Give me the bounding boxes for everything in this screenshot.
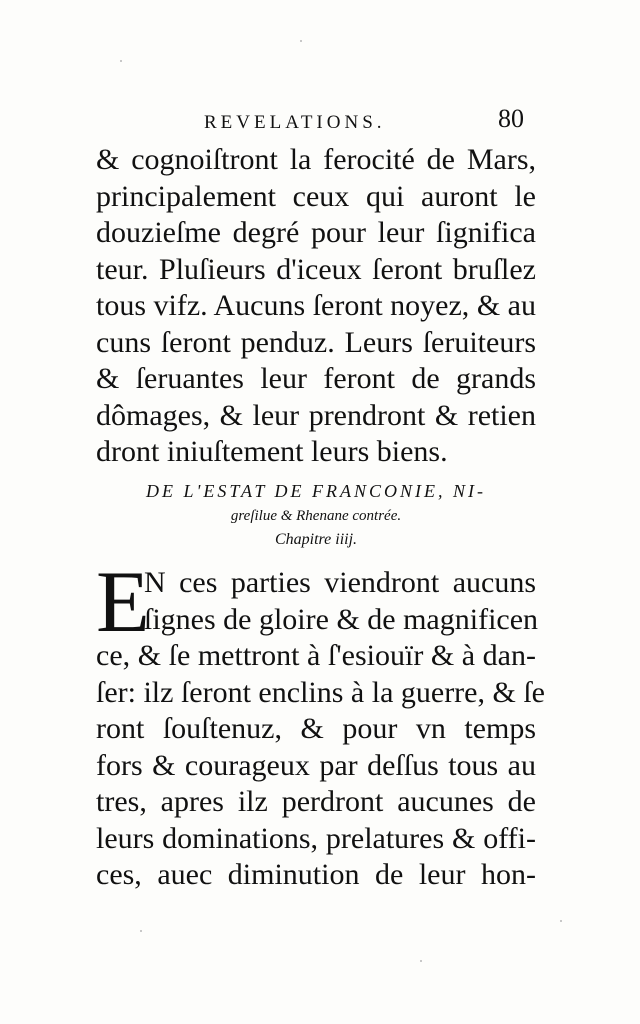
chapter-title-line-2: greſilue & Rhenane contrée.	[230, 508, 402, 524]
text-line: ce, & ſe mettront à ſ'esiouïr & à dan-	[96, 639, 536, 672]
text-line: ces, auec diminution de leur hon-	[96, 858, 536, 891]
text-line: cuns ſeront penduz. Leurs ſeruiteurs	[96, 325, 536, 359]
text-line: ront ſouſtenuz, & pour vn temps	[96, 712, 536, 745]
text-line: & ſeruantes leur feront de grands	[96, 362, 536, 395]
text-line: tres, apres ilz perdront aucunes de	[96, 785, 536, 818]
paragraph-1	[96, 142, 536, 471]
scan-speckle	[120, 60, 122, 62]
chapter-subtitle: Chapitre iiij.	[274, 531, 358, 548]
text-line: dront iniuſtement leurs biens.	[96, 435, 448, 468]
text-line: ſer: ilz ſeront enclins à la guerre, & ſe	[96, 675, 545, 709]
page-header	[96, 104, 536, 144]
chapter-heading	[96, 478, 536, 552]
text-line: ſignes de gloire & de magnificen	[144, 602, 539, 636]
text-line: & cognoiſtront la ferocité de Mars,	[96, 143, 536, 176]
scan-speckle	[140, 930, 142, 932]
text-line: N ces parties viendront aucuns	[144, 566, 536, 599]
text-line: leurs dominations, prelatures & offi-	[96, 821, 536, 855]
page-number: 80	[498, 104, 524, 133]
text-line: douzieſme degré pour leur ſignifica	[96, 216, 536, 249]
text-line: dômages, & leur prendront & retien	[96, 398, 536, 432]
running-head: REVELATIONS.	[204, 112, 386, 133]
drop-cap: E	[96, 554, 150, 651]
paragraph-2	[96, 554, 545, 894]
text-line: fors & courageux par deſſus tous au	[96, 748, 536, 782]
scan-speckle	[300, 40, 302, 42]
scan-speckle	[420, 960, 422, 962]
text-line: teur. Pluſieurs d'iceux ſeront bruſlez	[96, 252, 536, 286]
scan-speckle	[560, 920, 562, 922]
text-line: tous vifz. Aucuns ſeront noyez, & au	[96, 289, 536, 322]
chapter-title-line-1: DE L'ESTAT DE FRANCONIE, NI-	[145, 481, 487, 501]
text-line: principalement ceux qui auront le	[96, 179, 536, 213]
